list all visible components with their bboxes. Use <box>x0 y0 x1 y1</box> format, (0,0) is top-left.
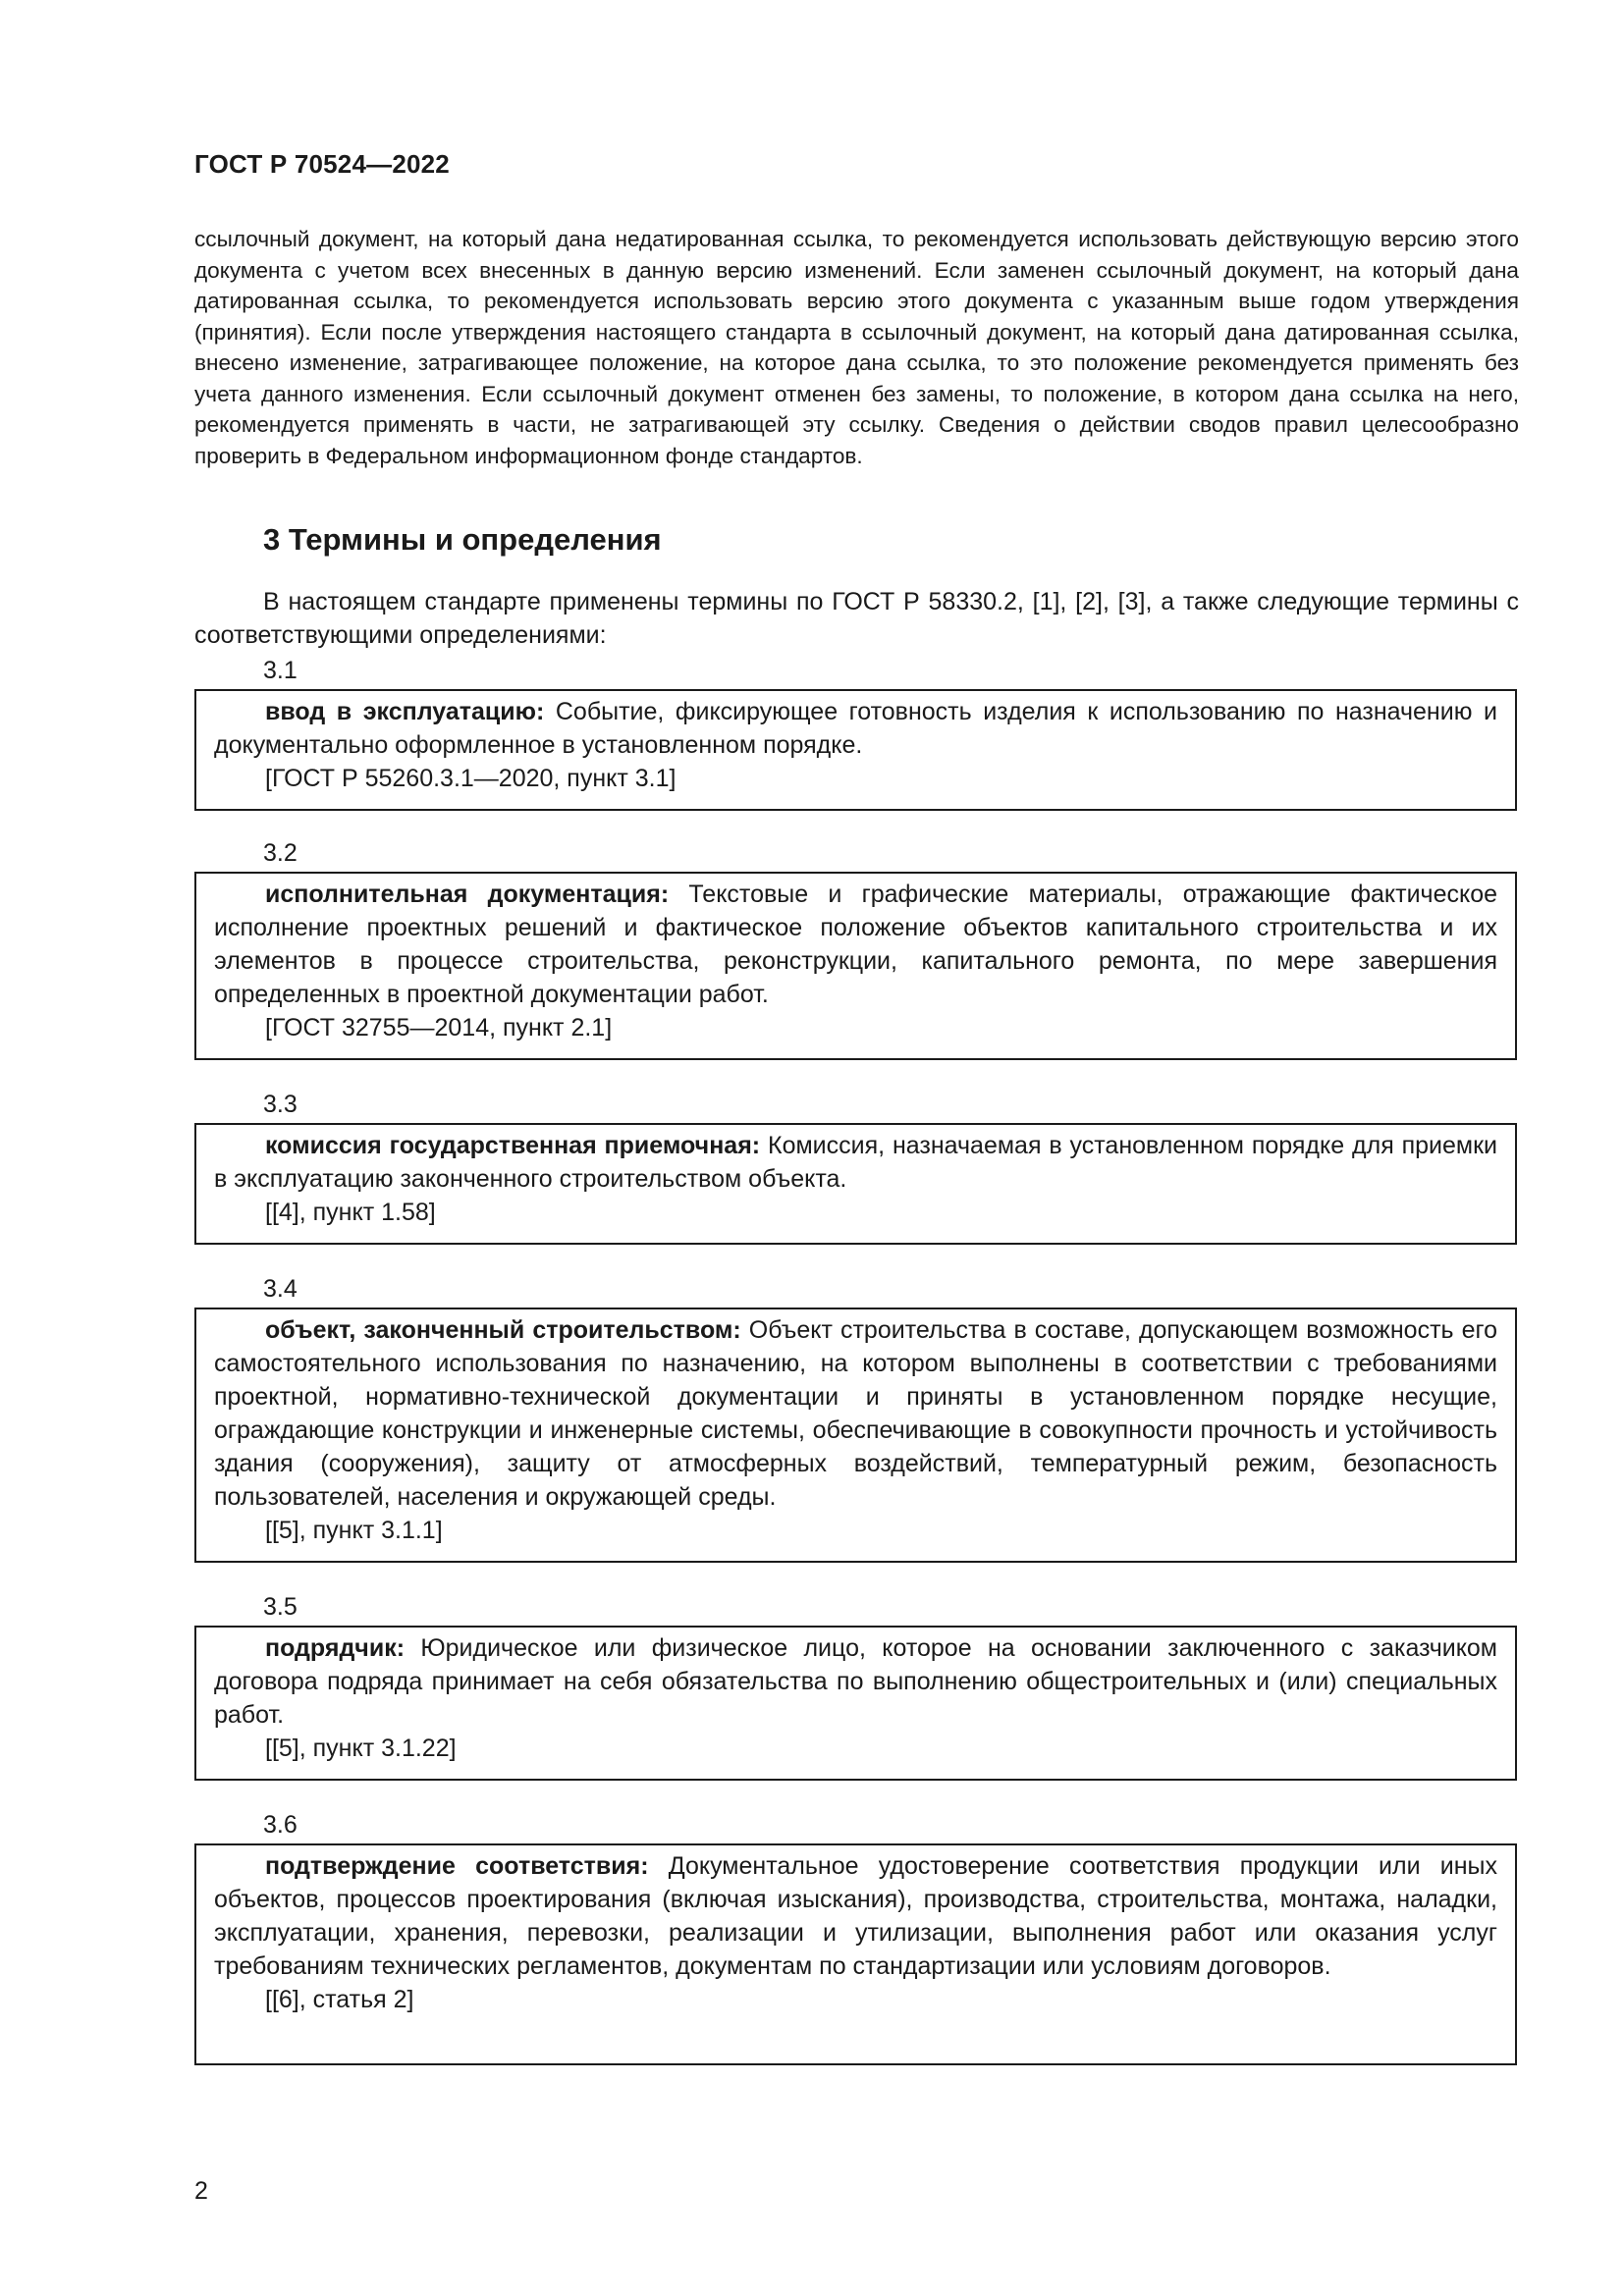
section-intro: В настоящем стандарте применены термины по ГОСТ Р 58330.2, [1], [2], [3], а также следующие термины с соответствующими определениями: <box>194 588 1519 649</box>
term-number: 3.1 <box>263 657 298 684</box>
term-number: 3.4 <box>263 1275 298 1303</box>
term-entry <box>194 689 1517 811</box>
term-entry <box>194 872 1517 1060</box>
term-name: объект, законченный строительством: <box>265 1316 741 1344</box>
term-definition <box>214 1313 1497 1514</box>
term-definition <box>214 1129 1497 1196</box>
term-number: 3.5 <box>263 1593 298 1621</box>
term-definition-text: Комиссия, назначаемая в установленном порядке для приемки в эксплуатацию законченного строительством объекта. <box>214 1132 1498 1193</box>
term-reference: [ГОСТ Р 55260.3.1—2020, пункт 3.1] <box>265 765 677 792</box>
term-name: исполнительная документация: <box>265 881 670 908</box>
term-definition-text: Документальное удостоверение соответствия продукции или иных объектов, процессов проектирования (включая изыскания), производства, строительства, монтажа, наладки, эксплуатации, хранения, перевозки, реализации и утилизации, выполнения работ или оказания услуг требованиям технических регламентов, документам по стандартизации или условиям договоров. <box>214 1852 1498 1980</box>
term-definition <box>214 1849 1497 1983</box>
intro-paragraph: ссылочный документ, на который дана недатированная ссылка, то рекомендуется использовать действующую версию этого документа с учетом всех внесенных в данную версию изменений. Если заменен ссылочный документ, на который дана датированная ссылка, то рекомендуется использовать версию этого документа с указанным выше годом утверждения (принятия). Если после утверждения настоящего стандарта в ссылочный документ, на который дана датированная ссылка, внесено изменение, затрагивающее положение, на которое дана ссылка, то это положение рекомендуется применять без учета данного изменения. Если ссылочный документ отменен без замены, то положение, в котором дана ссылка на него, рекомендуется применять в части, не затрагивающей эту ссылку. Сведения о действии сводов правил целесообразно проверить в Федеральном информационном фонде стандартов. <box>194 227 1519 468</box>
term-definition <box>214 878 1497 1011</box>
section-title: 3 Термины и определения <box>263 522 662 557</box>
term-name: подтверждение соответствия: <box>265 1852 649 1880</box>
term-reference: [[4], пункт 1.58] <box>265 1199 436 1226</box>
term-number: 3.3 <box>263 1091 298 1118</box>
term-name: комиссия государственная приемочная: <box>265 1132 761 1159</box>
term-number: 3.6 <box>263 1811 298 1839</box>
term-reference: [ГОСТ 32755—2014, пункт 2.1] <box>265 1014 613 1041</box>
term-entry <box>194 1843 1517 2065</box>
term-reference: [[5], пункт 3.1.22] <box>265 1735 457 1762</box>
term-definition-text: Текстовые и графические материалы, отражающие фактическое исполнение проектных решений и фактическое положение объектов капитального строительства и их элементов в процессе строительства, реконструкции, капитального ремонта, по мере завершения определенных в проектной документации работ. <box>214 881 1497 1008</box>
term-name: ввод в эксплуатацию: <box>265 698 545 725</box>
term-definition-text: Юридическое или физическое лицо, которое на основании заключенного с заказчиком договора подряда принимает на себя обязательства по выполнению общестроительных и (или) специальных работ. <box>214 1634 1497 1729</box>
term-definition <box>214 1631 1497 1732</box>
term-name: подрядчик: <box>265 1634 406 1662</box>
term-definition-text: Событие, фиксирующее готовность изделия к использованию по назначению и документально оформленное в установленном порядке. <box>214 698 1497 759</box>
term-definition <box>214 695 1497 762</box>
term-entry <box>194 1308 1517 1563</box>
term-entry <box>194 1123 1517 1245</box>
page-number: 2 <box>194 2177 208 2205</box>
term-number: 3.2 <box>263 839 298 867</box>
document-header: ГОСТ Р 70524—2022 <box>194 149 450 179</box>
term-reference: [[5], пункт 3.1.1] <box>265 1517 443 1544</box>
term-entry <box>194 1626 1517 1781</box>
term-definition-text: Объект строительства в составе, допускающем возможность его самостоятельного использования по назначению, на котором выполнены в соответствии с требованиями проектной, нормативно-технической документации и приняты в установленном порядке несущие, ограждающие конструкции и инженерные системы, обеспечивающие в совокупности прочность и устойчивость здания (сооружения), защиту от атмосферных воздействий, температурный режим, безопасность пользователей, населения и окружающей среды. <box>214 1316 1497 1511</box>
term-reference: [[6], статья 2] <box>265 1986 414 2013</box>
